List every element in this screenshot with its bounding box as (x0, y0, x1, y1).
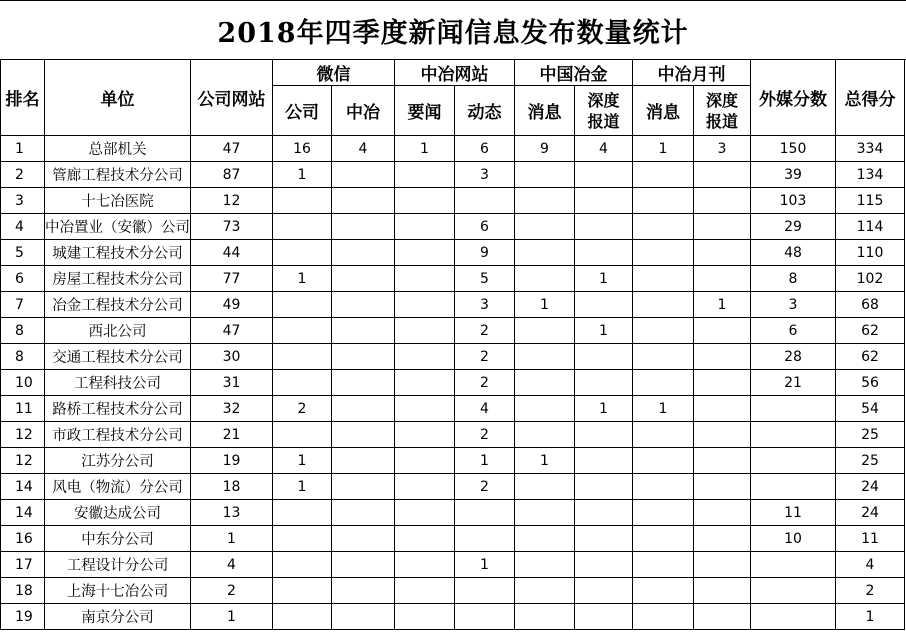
total-score-cell: 24 (836, 474, 905, 500)
table-row (1, 162, 905, 188)
wechat-company-cell (273, 604, 332, 630)
cm-deep-cell (575, 448, 633, 474)
site-important-cell (395, 578, 455, 604)
rank-cell: 12 (1, 448, 45, 474)
external-score-cell: 39 (751, 162, 836, 188)
cm-deep-cell: 1 (575, 396, 633, 422)
total-score-cell: 110 (836, 240, 905, 266)
rank-cell: 8 (1, 344, 45, 370)
cm-deep-cell (575, 500, 633, 526)
site-important-cell (395, 500, 455, 526)
zm-deep-cell (694, 500, 751, 526)
wechat-zhongye-cell (332, 240, 395, 266)
cm-news-cell (515, 240, 575, 266)
external-score-cell: 150 (751, 136, 836, 162)
cm-deep-cell (575, 526, 633, 552)
zm-deep-cell (694, 578, 751, 604)
cm-deep-cell (575, 188, 633, 214)
unit-cell: 上海十七冶公司 (45, 578, 191, 604)
site-dynamic-cell (455, 526, 515, 552)
zm-news-cell (633, 240, 694, 266)
cm-news-cell: 1 (515, 292, 575, 318)
zm-deep-cell (694, 188, 751, 214)
table-row (1, 604, 905, 630)
external-score-cell: 8 (751, 266, 836, 292)
zm-news-cell (633, 526, 694, 552)
unit-cell: 南京分公司 (45, 604, 191, 630)
zm-deep-cell (694, 240, 751, 266)
unit-cell: 管廊工程技术分公司 (45, 162, 191, 188)
company-site-cell: 31 (191, 370, 273, 396)
site-dynamic-cell: 2 (455, 474, 515, 500)
zm-deep-cell (694, 604, 751, 630)
company-site-cell: 2 (191, 578, 273, 604)
site-important-cell (395, 604, 455, 630)
company-site-cell: 1 (191, 526, 273, 552)
site-important-cell (395, 240, 455, 266)
wechat-zhongye-cell (332, 318, 395, 344)
rank-cell: 8 (1, 318, 45, 344)
rank-cell: 14 (1, 474, 45, 500)
zm-deep-cell (694, 162, 751, 188)
company-site-cell: 32 (191, 396, 273, 422)
company-site-cell: 73 (191, 214, 273, 240)
zm-deep-cell (694, 474, 751, 500)
zm-news-cell (633, 188, 694, 214)
cm-news-cell (515, 500, 575, 526)
zm-news-cell: 1 (633, 396, 694, 422)
external-score-cell (751, 448, 836, 474)
table-row (1, 474, 905, 500)
site-important-cell (395, 396, 455, 422)
unit-cell: 十七冶医院 (45, 188, 191, 214)
site-important-cell (395, 474, 455, 500)
wechat-zhongye-cell (332, 422, 395, 448)
rank-cell: 16 (1, 526, 45, 552)
table-body (1, 136, 905, 630)
zm-news-cell (633, 214, 694, 240)
rank-cell: 12 (1, 422, 45, 448)
external-score-cell (751, 422, 836, 448)
site-important-cell (395, 344, 455, 370)
wechat-zhongye-cell (332, 552, 395, 578)
external-score-cell: 29 (751, 214, 836, 240)
external-score-cell: 48 (751, 240, 836, 266)
cm-news-cell (515, 526, 575, 552)
wechat-zhongye-cell (332, 500, 395, 526)
cm-deep-cell (575, 292, 633, 318)
external-score-cell: 10 (751, 526, 836, 552)
cm-deep-cell (575, 422, 633, 448)
table-row (1, 396, 905, 422)
rank-cell: 1 (1, 136, 45, 162)
rank-cell: 6 (1, 266, 45, 292)
site-dynamic-cell: 9 (455, 240, 515, 266)
header-wechat-zhongye: 中冶 (332, 86, 395, 136)
rank-cell: 14 (1, 500, 45, 526)
cm-news-cell (515, 344, 575, 370)
external-score-cell (751, 578, 836, 604)
wechat-zhongye-cell: 4 (332, 136, 395, 162)
wechat-company-cell (273, 370, 332, 396)
company-site-cell: 49 (191, 292, 273, 318)
external-score-cell: 11 (751, 500, 836, 526)
cm-deep-cell (575, 162, 633, 188)
total-score-cell: 134 (836, 162, 905, 188)
wechat-zhongye-cell (332, 188, 395, 214)
header-zm-news: 消息 (633, 86, 694, 136)
wechat-company-cell (273, 552, 332, 578)
zm-deep-cell: 3 (694, 136, 751, 162)
zm-deep-cell (694, 266, 751, 292)
site-dynamic-cell (455, 578, 515, 604)
rank-cell: 18 (1, 578, 45, 604)
rank-cell: 7 (1, 292, 45, 318)
total-score-cell: 1 (836, 604, 905, 630)
zm-deep-cell (694, 344, 751, 370)
cm-news-cell (515, 396, 575, 422)
site-important-cell (395, 318, 455, 344)
cm-news-cell (515, 318, 575, 344)
site-important-cell (395, 266, 455, 292)
wechat-zhongye-cell (332, 162, 395, 188)
wechat-zhongye-cell (332, 448, 395, 474)
site-dynamic-cell: 4 (455, 396, 515, 422)
rank-cell: 11 (1, 396, 45, 422)
company-site-cell: 44 (191, 240, 273, 266)
company-site-cell: 47 (191, 136, 273, 162)
zm-news-cell (633, 422, 694, 448)
site-important-cell (395, 214, 455, 240)
cm-deep-cell (575, 214, 633, 240)
site-dynamic-cell: 2 (455, 344, 515, 370)
zm-news-cell (633, 474, 694, 500)
unit-cell: 风电（物流）分公司 (45, 474, 191, 500)
zm-news-cell (633, 344, 694, 370)
unit-cell: 江苏分公司 (45, 448, 191, 474)
wechat-company-cell (273, 422, 332, 448)
header-zm-deep-report: 深度 报道 (694, 86, 751, 136)
site-important-cell (395, 448, 455, 474)
cm-news-cell (515, 474, 575, 500)
table-row (1, 552, 905, 578)
wechat-zhongye-cell (332, 526, 395, 552)
header-zhongye-site: 中冶网站 (395, 60, 515, 86)
external-score-cell: 21 (751, 370, 836, 396)
total-score-cell: 114 (836, 214, 905, 240)
wechat-company-cell: 1 (273, 266, 332, 292)
table-row (1, 500, 905, 526)
zm-news-cell (633, 162, 694, 188)
site-important-cell (395, 422, 455, 448)
wechat-company-cell: 16 (273, 136, 332, 162)
total-score-cell: 25 (836, 422, 905, 448)
site-dynamic-cell: 3 (455, 162, 515, 188)
wechat-zhongye-cell (332, 396, 395, 422)
wechat-company-cell (273, 214, 332, 240)
wechat-company-cell: 2 (273, 396, 332, 422)
wechat-zhongye-cell (332, 370, 395, 396)
company-site-cell: 19 (191, 448, 273, 474)
wechat-company-cell (273, 344, 332, 370)
site-dynamic-cell (455, 604, 515, 630)
site-dynamic-cell (455, 188, 515, 214)
table-row (1, 318, 905, 344)
header-cm-deep-report: 深度 报道 (575, 86, 633, 136)
wechat-zhongye-cell (332, 214, 395, 240)
cm-deep-cell (575, 240, 633, 266)
total-score-cell: 11 (836, 526, 905, 552)
unit-cell: 安徽达成公司 (45, 500, 191, 526)
cm-news-cell (515, 162, 575, 188)
company-site-cell: 18 (191, 474, 273, 500)
wechat-company-cell: 1 (273, 448, 332, 474)
zm-deep-cell (694, 370, 751, 396)
unit-cell: 西北公司 (45, 318, 191, 344)
table-row (1, 578, 905, 604)
table-row (1, 214, 905, 240)
wechat-company-cell (273, 500, 332, 526)
site-dynamic-cell: 6 (455, 136, 515, 162)
zm-news-cell (633, 604, 694, 630)
rank-cell: 10 (1, 370, 45, 396)
cm-deep-cell: 1 (575, 266, 633, 292)
site-dynamic-cell: 2 (455, 370, 515, 396)
cm-deep-cell (575, 604, 633, 630)
company-site-cell: 47 (191, 318, 273, 344)
header-zhongye-monthly: 中冶月刊 (633, 60, 751, 86)
rank-cell: 3 (1, 188, 45, 214)
zm-news-cell (633, 552, 694, 578)
cm-news-cell (515, 422, 575, 448)
unit-cell: 城建工程技术分公司 (45, 240, 191, 266)
rank-cell: 2 (1, 162, 45, 188)
company-site-cell: 12 (191, 188, 273, 214)
external-score-cell (751, 604, 836, 630)
wechat-company-cell (273, 526, 332, 552)
wechat-company-cell: 1 (273, 474, 332, 500)
table-row (1, 526, 905, 552)
site-important-cell (395, 188, 455, 214)
site-dynamic-cell: 1 (455, 448, 515, 474)
site-dynamic-cell: 1 (455, 552, 515, 578)
site-important-cell (395, 526, 455, 552)
cm-news-cell (515, 370, 575, 396)
unit-cell: 市政工程技术分公司 (45, 422, 191, 448)
zm-deep-cell (694, 214, 751, 240)
cm-news-cell (515, 188, 575, 214)
header-cm-news: 消息 (515, 86, 575, 136)
wechat-company-cell (273, 188, 332, 214)
external-score-cell (751, 396, 836, 422)
total-score-cell: 54 (836, 396, 905, 422)
cm-deep-cell (575, 578, 633, 604)
unit-cell: 工程设计分公司 (45, 552, 191, 578)
wechat-zhongye-cell (332, 292, 395, 318)
external-score-cell: 28 (751, 344, 836, 370)
cm-deep-cell (575, 552, 633, 578)
table-row (1, 344, 905, 370)
company-site-cell: 77 (191, 266, 273, 292)
company-site-cell: 30 (191, 344, 273, 370)
total-score-cell: 62 (836, 318, 905, 344)
site-dynamic-cell: 3 (455, 292, 515, 318)
total-score-cell: 68 (836, 292, 905, 318)
wechat-company-cell (273, 318, 332, 344)
rank-cell: 19 (1, 604, 45, 630)
cm-deep-cell: 4 (575, 136, 633, 162)
unit-cell: 交通工程技术分公司 (45, 344, 191, 370)
zm-deep-cell (694, 396, 751, 422)
wechat-zhongye-cell (332, 604, 395, 630)
table-row (1, 370, 905, 396)
company-site-cell: 87 (191, 162, 273, 188)
total-score-cell: 4 (836, 552, 905, 578)
table-row (1, 266, 905, 292)
external-score-cell: 103 (751, 188, 836, 214)
total-score-cell: 24 (836, 500, 905, 526)
header-china-metallurgy: 中国冶金 (515, 60, 633, 86)
site-important-cell: 1 (395, 136, 455, 162)
page-title: 2018年四季度新闻信息发布数量统计 (0, 0, 906, 60)
zm-news-cell: 1 (633, 136, 694, 162)
total-score-cell: 102 (836, 266, 905, 292)
header-site-dynamic: 动态 (455, 86, 515, 136)
zm-news-cell (633, 292, 694, 318)
site-dynamic-cell (455, 500, 515, 526)
site-dynamic-cell: 6 (455, 214, 515, 240)
wechat-company-cell (273, 240, 332, 266)
header-rank: 排名 (1, 60, 45, 136)
zm-deep-cell (694, 526, 751, 552)
wechat-zhongye-cell (332, 344, 395, 370)
unit-cell: 冶金工程技术分公司 (45, 292, 191, 318)
zm-deep-cell (694, 448, 751, 474)
site-important-cell (395, 292, 455, 318)
total-score-cell: 62 (836, 344, 905, 370)
unit-cell: 路桥工程技术分公司 (45, 396, 191, 422)
cm-news-cell (515, 604, 575, 630)
site-important-cell (395, 370, 455, 396)
cm-deep-cell: 1 (575, 318, 633, 344)
cm-news-cell: 9 (515, 136, 575, 162)
zm-deep-cell (694, 318, 751, 344)
total-score-cell: 2 (836, 578, 905, 604)
cm-deep-cell (575, 474, 633, 500)
company-site-cell: 1 (191, 604, 273, 630)
site-important-cell (395, 552, 455, 578)
total-score-cell: 56 (836, 370, 905, 396)
cm-deep-cell (575, 344, 633, 370)
statistics-table (0, 59, 905, 630)
zm-deep-cell: 1 (694, 292, 751, 318)
zm-news-cell (633, 266, 694, 292)
zm-news-cell (633, 578, 694, 604)
cm-news-cell (515, 214, 575, 240)
cm-news-cell (515, 266, 575, 292)
zm-news-cell (633, 318, 694, 344)
table-row (1, 292, 905, 318)
table-row (1, 448, 905, 474)
unit-cell: 中冶置业（安徽）公司 (45, 214, 191, 240)
unit-cell: 工程科技公司 (45, 370, 191, 396)
site-important-cell (395, 162, 455, 188)
header-unit: 单位 (45, 60, 191, 136)
unit-cell: 总部机关 (45, 136, 191, 162)
table-row (1, 240, 905, 266)
wechat-zhongye-cell (332, 578, 395, 604)
table-row (1, 422, 905, 448)
zm-news-cell (633, 448, 694, 474)
header-wechat: 微信 (273, 60, 395, 86)
site-dynamic-cell: 2 (455, 422, 515, 448)
external-score-cell: 6 (751, 318, 836, 344)
header-external-score: 外媒分数 (751, 60, 836, 136)
header-total-score: 总得分 (836, 60, 905, 136)
site-dynamic-cell: 2 (455, 318, 515, 344)
rank-cell: 5 (1, 240, 45, 266)
total-score-cell: 334 (836, 136, 905, 162)
site-dynamic-cell: 5 (455, 266, 515, 292)
total-score-cell: 25 (836, 448, 905, 474)
company-site-cell: 4 (191, 552, 273, 578)
table-row (1, 136, 905, 162)
table-row (1, 188, 905, 214)
wechat-zhongye-cell (332, 266, 395, 292)
unit-cell: 房屋工程技术分公司 (45, 266, 191, 292)
zm-deep-cell (694, 552, 751, 578)
external-score-cell (751, 474, 836, 500)
wechat-company-cell (273, 578, 332, 604)
company-site-cell: 21 (191, 422, 273, 448)
unit-cell: 中东分公司 (45, 526, 191, 552)
wechat-zhongye-cell (332, 474, 395, 500)
external-score-cell (751, 552, 836, 578)
header-company-site: 公司网站 (191, 60, 273, 136)
rank-cell: 17 (1, 552, 45, 578)
zm-news-cell (633, 500, 694, 526)
rank-cell: 4 (1, 214, 45, 240)
cm-news-cell: 1 (515, 448, 575, 474)
external-score-cell: 3 (751, 292, 836, 318)
header-wechat-company: 公司 (273, 86, 332, 136)
wechat-company-cell (273, 292, 332, 318)
wechat-company-cell: 1 (273, 162, 332, 188)
cm-news-cell (515, 578, 575, 604)
cm-news-cell (515, 552, 575, 578)
zm-news-cell (633, 370, 694, 396)
cm-deep-cell (575, 370, 633, 396)
header-site-important: 要闻 (395, 86, 455, 136)
total-score-cell: 115 (836, 188, 905, 214)
zm-deep-cell (694, 422, 751, 448)
company-site-cell: 13 (191, 500, 273, 526)
